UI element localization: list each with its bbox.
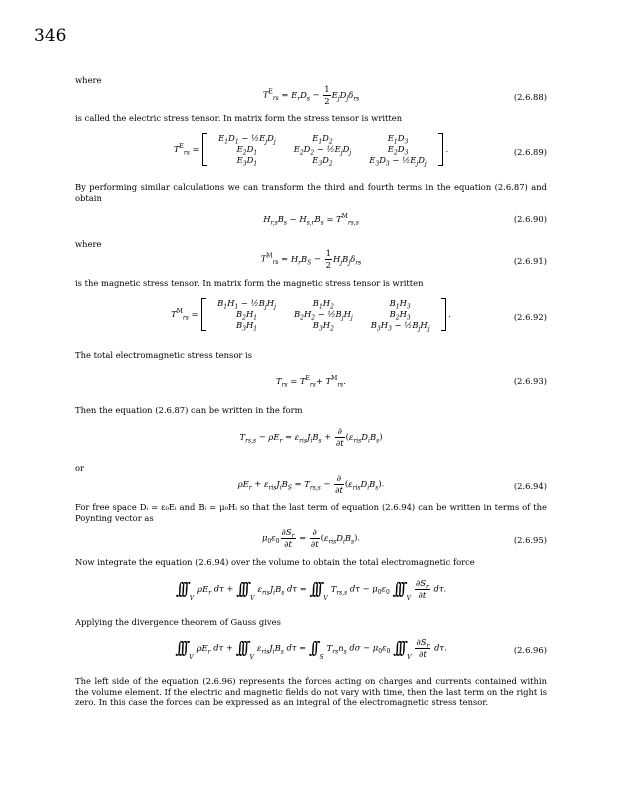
paragraph-electric-stress: is called the electric stress tensor. In matrix form the stress tensor is written [75,113,403,123]
paragraph-magnetic-stress: is the magnetic stress tensor. In matrix form the magnetic stress tensor is written [75,278,424,288]
equation-2-6-91: $T^M_{rs} = H_rB_S$ − $\frac{1}{2}$ $H_jB_j\delta_{rs}$ (2.6.91) [260,248,547,270]
equation-unnumbered-1: $T_{rs,s} - \rho E_r = \varepsilon_{ris}J_iB_s$ + $\frac{\partial}{\partial t}$ $(\varepsilon_{ris}D_iB_s)$ [239,426,383,448]
equation-number: (2.6.89) [513,147,547,157]
page-number: 346 [34,26,67,46]
equation-number: (2.6.88) [513,92,547,102]
equation-2-6-92: $T^M_{rs}$ = $B_1H_1$ − $\frac{1}{2}B_jH_j$ $B_1H_2$ $B_1H_3$ $B_2H_1$ $B_2H_2$ − $\frac{1}{2}B_jH_j$ $B_2H_3$ $B_3H_1$ $B_3H_2$ $B_3H_3$ − $\frac{1}{2}B_jH_j$ . (2.6.92) [171,298,547,333]
equation-number: (2.6.93) [513,376,547,386]
paragraph-total-tensor: The total electromagnetic stress tensor is [75,350,253,360]
paragraph-then-equation: Then the equation (2.6.87) can be written in the form [75,405,303,415]
equation-2-6-93: $T_{rs} = T^E_{rs}+ T^M_{rs}$. (2.6.93) [276,375,547,389]
paragraph-free-space: For free space Dᵢ = ε₀Eᵢ and Bᵢ = μ₀Hᵢ so that the last term of equation (2.6.94) can be written in terms of the Poynting vector as [75,502,547,523]
equation-2-6-88: $T^E_{rs} = E_rD_s$ − $\frac{1}{2}$ $E_jD_j\delta_{rs}$ (2.6.88) [262,84,547,106]
electric-stress-matrix: $E_1D_1$ − $\frac{1}{2}E_jD_j$ $E_1D_2$ $E_1D_3$ $E_2D_1$ $E_2D_2$ − $\frac{1}{2}E_jD_j$ $E_2D_3$ $E_3D_1$ $E_3D_2$ $E_3D_3$ − $\frac{1}{2}E_jD_j$ [202,133,443,166]
paragraph-or: or [75,463,85,473]
equation-number: (2.6.92) [513,312,547,322]
equation-2-6-95: $\mu_0\varepsilon_0$ $\frac{\partial S_r}{\partial t}$ = $\frac{\partial}{\partial t}$ $(\varepsilon_{ris}D_iB_s)$. (2.6.95) [261,527,547,549]
equation-number: (2.6.90) [513,214,547,224]
equation-unnumbered-2: ∫∫∫ $_V\rho E_r$ dτ + ∫∫∫ $_V\varepsilon_{ris}J_iB_s$ dτ = ∫∫∫ $_VT_{rs,s}$ $d\tau - \mu_0\varepsilon_0$ ∫∫∫ $_V$ $\frac{\partial S_r}{\partial t}$ dτ. [175,578,447,602]
paragraph-where-2: where [75,239,102,249]
equation-number: (2.6.91) [513,256,547,266]
paragraph-divergence: Applying the divergence theorem of Gauss gives [75,617,281,627]
paragraph-integrate: Now integrate the equation (2.6.94) over the volume to obtain the total electromagnetic force [75,557,475,567]
equation-2-6-96: ∫∫∫ $_V\rho E_r$ dτ + ∫∫∫ $_V\varepsilon_{ris}J_iB_s$ dτ = ∫∫ $_ST_{rs}n_s$ $d\sigma - \mu_0\varepsilon_0$ ∫∫∫ $_V$ $\frac{\partial S_r}{\partial t}$ dτ. (2.6.96) [175,637,547,661]
equation-number: (2.6.95) [513,535,547,545]
equation-2-6-94: $\rho E_r + \varepsilon_{ris}J_iB_S = T_{rs,s}$ − $\frac{\partial}{\partial t}$ $(\varepsilon_{ris}D_iB_s)$. (2.6.94) [237,473,547,495]
paragraph-similar-calculations: By performing similar calculations we can transform the third and fourth terms in the equation (2.6.87) and obtain [75,182,547,203]
equation-number: (2.6.94) [513,481,547,491]
paragraph-where-1: where [75,75,102,85]
equation-2-6-89: $T^E_{rs}$ = $E_1D_1$ − $\frac{1}{2}E_jD_j$ $E_1D_2$ $E_1D_3$ $E_2D_1$ $E_2D_2$ − $\frac{1}{2}E_jD_j$ $E_2D_3$ $E_3D_1$ $E_3D_2$ $E_3D_3$ − $\frac{1}{2}E_jD_j$ . (2.6.89) [173,133,547,168]
magnetic-stress-matrix: $B_1H_1$ − $\frac{1}{2}B_jH_j$ $B_1H_2$ $B_1H_3$ $B_2H_1$ $B_2H_2$ − $\frac{1}{2}B_jH_j$ $B_2H_3$ $B_3H_1$ $B_3H_2$ $B_3H_3$ − $\frac{1}{2}B_jH_j$ [201,298,445,331]
equation-number: (2.6.96) [513,645,547,655]
paragraph-left-side: The left side of the equation (2.6.96) represents the forces acting on charges and currents contained within the volume element. If the electric and magnetic fields do not vary with time, then the last term on the right is zero. In this case the forces can be expressed as an integral of the electromagnetic stress tensor. [75,676,547,707]
equation-2-6-90: $H_{r,s}B_s - H_{s,r}B_s = T^M_{rs,s}$ (2.6.90) [263,213,547,227]
